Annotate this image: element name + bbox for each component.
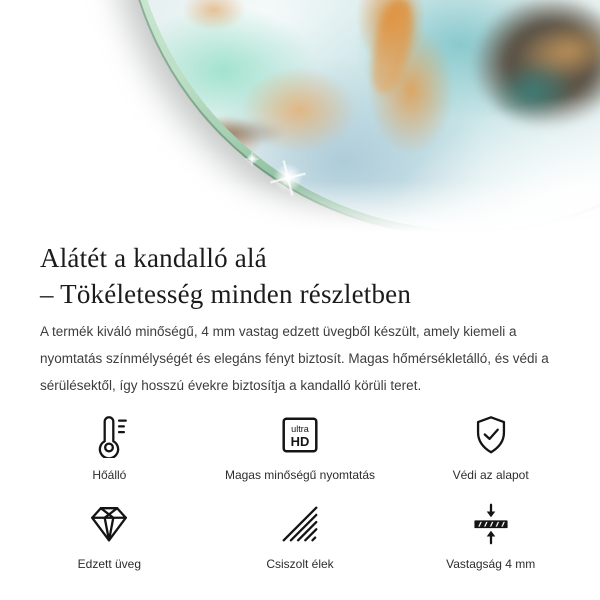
product-hero-image — [0, 0, 600, 232]
feature-item-print-quality — [205, 411, 396, 482]
feature-label: Magas minőségű nyomtatás — [224, 468, 376, 482]
feature-label: Vastagság 4 mm — [446, 557, 536, 571]
page-title-line1: Alátét a kandalló alá — [40, 243, 267, 273]
feature-item-protects-base — [395, 411, 586, 482]
feature-item-heat-resistant — [14, 411, 205, 482]
page-title — [40, 240, 560, 312]
product-description: A termék kiváló minőségű, 4 mm vastag edzett üvegből készült, amely kiemeli a nyomtatás színmélységét és elegáns fényt biztosít. Magas hőmérsékletálló, és védi a sérülésektől, így hosszú évekre biztosítja a kandalló körüli teret. — [40, 324, 549, 393]
feature-label: Hőálló — [92, 468, 127, 482]
feature-item-thickness — [395, 500, 586, 571]
ultra-hd-badge-top: ultra — [291, 424, 309, 435]
hero-white-fade — [0, 0, 600, 232]
thickness-icon — [468, 500, 514, 548]
product-description-section — [0, 240, 600, 399]
feature-item-polished-edges — [205, 500, 396, 571]
feature-label: Csiszolt élek — [266, 557, 334, 571]
ultra-hd-badge-bottom: HD — [290, 434, 310, 450]
feature-label: Edzett üveg — [77, 557, 142, 571]
page-title-line2: – Tökéletesség minden részletben — [40, 279, 412, 309]
shield-check-icon — [468, 411, 514, 459]
ultra-hd-icon — [277, 411, 323, 459]
feature-item-tempered-glass — [14, 500, 205, 571]
feature-label: Védi az alapot — [452, 468, 529, 482]
polished-edges-icon — [277, 500, 323, 548]
diamond-icon — [86, 500, 132, 548]
thermometer-icon — [86, 411, 132, 459]
feature-list — [0, 411, 600, 571]
